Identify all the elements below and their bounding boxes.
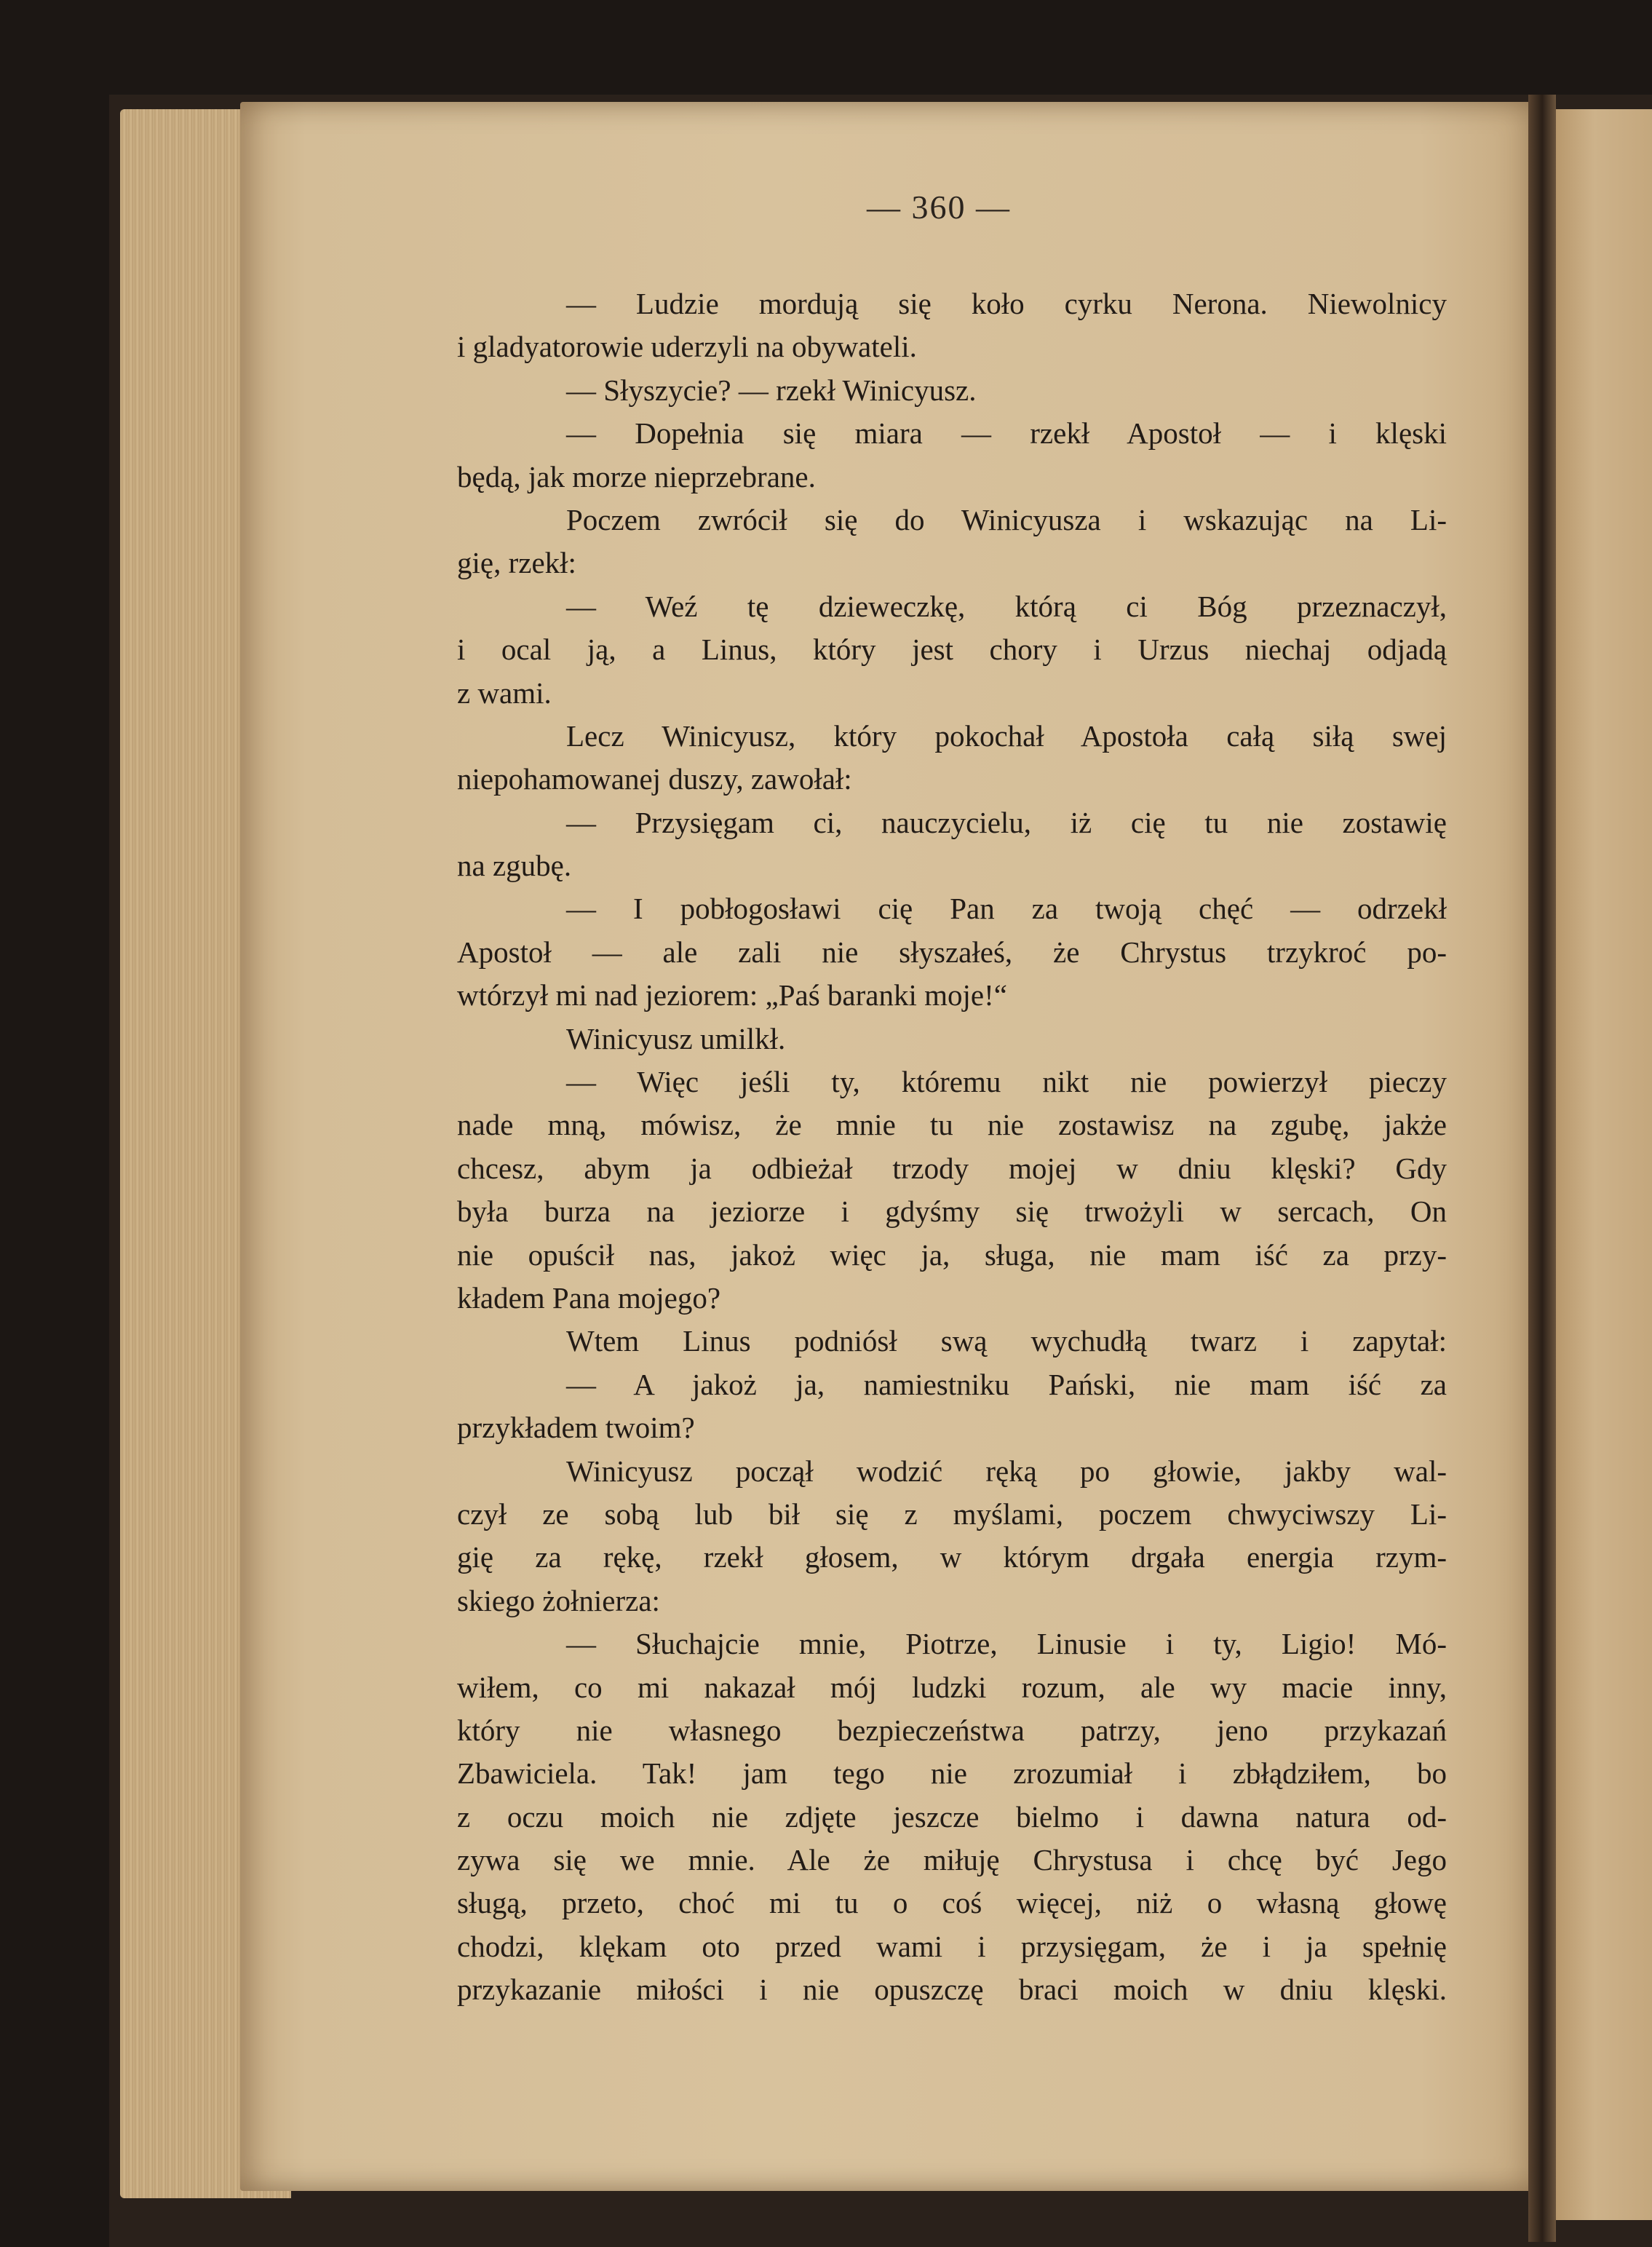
text-line: nade mną, mówisz, że mnie tu nie zostawisz na zgubę, jakże [457,1108,1447,1142]
text-line: przykazanie miłości i nie opuszczę braci moich w dniu klęski. [457,1973,1447,2007]
text-line: Winicyusz umilkł. [566,1021,786,1055]
text-line: — Dopełnia się miara — rzekł Apostoł — i klęski [566,416,1447,451]
text-line: gię za rękę, rzekł głosem, w którym drgała energia rzym- [457,1540,1447,1574]
text-line: — I pobłogosławi cię Pan za twoją chęć — odrzekł [566,892,1447,926]
body-text [457,282,1447,2012]
text-line: Poczem zwrócił się do Winicyusza i wskazując na Li- [566,502,1447,536]
text-line: — Słyszycie? — rzekł Winicyusz. [566,373,977,407]
text-line: Zbawiciela. Tak! jam tego nie zrozumiał i zbłądziłem, bo [457,1756,1447,1791]
text-line: chcesz, abym ja odbieżał trzody mojej w dniu klęski? Gdy [457,1151,1447,1185]
text-line: skiego żołnierza: [457,1583,660,1617]
text-line: nie opuścił nas, jakoż więc ja, sługa, nie mam iść za przy- [457,1237,1447,1272]
text-line: — Ludzie mordują się koło cyrku Nerona. Niewolnicy [566,287,1447,320]
text-line: gię, rzekł: [457,546,576,580]
text-line: — Przysięgam ci, nauczycielu, iż cię tu nie zostawię [566,805,1447,839]
text-line: sługą, przeto, choć mi tu o coś więcej, niż o własną głowę [457,1886,1447,1920]
text-line: — Więc jeśli ty, któremu nikt nie powierzył pieczy [566,1065,1447,1099]
text-line: była burza na jeziorze i gdyśmy się trwożyli w sercach, On [457,1194,1447,1229]
text-line: — Słuchajcie mnie, Piotrze, Linusie i ty, Ligio! Mó- [566,1627,1447,1661]
text-line: przykładem twoim? [457,1411,695,1445]
facing-page-edge [1556,109,1652,2220]
text-line: Winicyusz począł wodzić ręką po głowie, jakby wal- [566,1454,1447,1488]
text-line: niepohamowanej duszy, zawołał: [457,762,852,796]
text-line: — Weź tę dzieweczkę, którą ci Bóg przeznaczył, [566,589,1447,623]
text-line: czył ze sobą lub bił się z myślami, poczem chwyciwszy Li- [457,1497,1447,1531]
text-line: Lecz Winicyusz, który pokochał Apostoła całą siłą swej [566,718,1447,753]
text-line: Apostoł — ale zali nie słyszałeś, że Chrystus trzykroć po- [457,935,1447,969]
text-line: — A jakoż ja, namiestniku Pański, nie mam iść za [566,1367,1447,1401]
text-line: i gladyatorowie uderzyli na obywateli. [457,330,917,364]
text-line: na zgubę. [457,849,572,883]
book-gutter [1528,95,1556,2242]
text-line: z wami. [457,675,552,710]
text-line: i ocal ją, a Linus, który jest chory i Urzus niechaj odjadą [457,633,1447,667]
text-line: będą, jak morze nieprzebrane. [457,459,816,494]
page-number: — 360 — [867,189,1011,226]
text-line: wiłem, co mi nakazał mój ludzki rozum, ale wy macie inny, [457,1670,1447,1704]
text-line: wtórzył mi nad jeziorem: „Paś baranki moje!“ [457,978,1007,1012]
text-line: z oczu moich nie zdjęte jeszcze bielmo i dawna natura od- [457,1799,1447,1834]
text-line: Wtem Linus podniósł swą wychudłą twarz i zapytał: [566,1324,1447,1358]
text-line: kładem Pana mojego? [457,1280,721,1315]
text-line: zywa się we mnie. Ale że miłuję Chrystusa i chcę być Jego [457,1843,1447,1877]
text-line: chodzi, klękam oto przed wami i przysięgam, że i ja spełnię [457,1929,1447,1963]
text-line: który nie własnego bezpieczeństwa patrzy, jeno przykazań [457,1713,1447,1747]
